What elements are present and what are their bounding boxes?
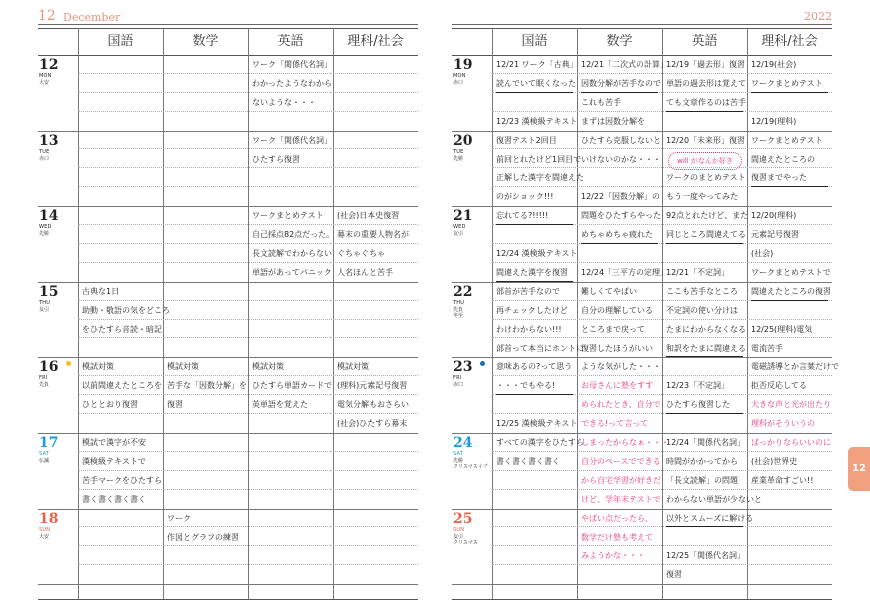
note-text: まずは因数分解を: [581, 116, 645, 126]
note-text: 以外とスムーズに解ける: [666, 509, 743, 528]
ruled-line: [78, 186, 418, 187]
note-text: ぐちゃぐちゃ: [337, 249, 385, 258]
note-text: 読んでいて眠くなった: [496, 74, 573, 93]
note-text: できる!って言って: [581, 419, 649, 429]
note-text: 復習までやった: [751, 168, 828, 187]
ruled-line: [78, 73, 418, 74]
rokuyo: 先勝: [39, 231, 50, 238]
note-text: 12/23「不定詞」: [666, 381, 730, 391]
note-text: 問題をひたすらやった: [581, 211, 661, 221]
column-header-row: [452, 28, 832, 56]
day-of-week: FRI: [453, 375, 462, 382]
note-text: 電磁誘導とか言葉だけで: [751, 362, 839, 372]
note-text: 産業革命すごい!!: [751, 475, 814, 485]
note-text: 助動・敬語の気をどころ: [82, 305, 170, 315]
column-header-4: 理科/社会: [761, 34, 818, 49]
date-number: 23: [453, 359, 473, 376]
column-header-1: 国語: [107, 34, 134, 49]
date-number: 16: [39, 359, 59, 376]
rokuyo: 先負: [453, 306, 464, 313]
ruled-line: [78, 526, 418, 527]
note-text: 12/25「関係代名詞」: [666, 551, 746, 561]
note-text: ひたすら克服しないと: [581, 135, 661, 145]
note-text: ワーク: [167, 513, 191, 523]
ruled-line: [78, 167, 418, 168]
note-text: 因数分解が苦手なので: [581, 74, 658, 93]
note-text: 間違えた漢字を復習: [496, 263, 573, 282]
day-of-week: FRI: [39, 375, 48, 382]
column-header-4: 理科/社会: [347, 34, 404, 49]
note-text: ここも苦手なところ: [666, 286, 738, 296]
note-text: 12/21 ワーク「古典」: [496, 60, 578, 69]
note-text: 古典な1日: [82, 286, 120, 296]
holiday-name: 冬至: [453, 312, 464, 319]
note-text: ・・・でもやる!: [496, 376, 573, 395]
column-header-3: 英語: [691, 34, 718, 49]
right-page: [452, 10, 839, 608]
rokuyo: 赤口: [39, 155, 50, 162]
ruled-line: [492, 564, 832, 565]
rokuyo: 赤口: [453, 80, 464, 86]
note-text: 意味あるの?って思う: [496, 362, 573, 372]
ruled-line: [78, 111, 418, 112]
note-text: 和訳をたまに間違える: [666, 339, 743, 358]
note-text: 再チェックしたけど: [496, 305, 568, 315]
note-text: められたとき、自分で: [581, 400, 661, 410]
note-text: 復習したほうがいい: [581, 343, 653, 353]
day-of-week: THU: [453, 299, 465, 306]
note-text: 12/20「未来形」復習: [666, 135, 746, 145]
day-of-week: MON: [39, 73, 52, 79]
rokuyo: 友引: [453, 231, 464, 238]
top-rule: [38, 24, 418, 25]
note-text: ひたすら復習した: [666, 395, 743, 414]
rokuyo: 先勝: [453, 155, 464, 162]
day-of-week: WED: [39, 224, 52, 231]
day-of-week: SAT: [453, 451, 463, 457]
year: 2022: [804, 10, 832, 23]
note-text: ような気がした・・・: [581, 362, 661, 372]
note-text: 復習テスト2回目: [496, 135, 557, 145]
note-text: をひたすら音読・暗記: [82, 324, 162, 334]
day-of-week: SUN: [39, 526, 51, 533]
note-text: 復習: [167, 400, 183, 410]
note-text: 漢検級テキストで: [82, 456, 146, 466]
note-text: けど、学年末テストで: [581, 494, 661, 504]
ruled-line: [492, 545, 832, 546]
date-number: 19: [453, 57, 473, 73]
rokuyo: 友引: [39, 306, 50, 313]
ruled-line: [78, 564, 418, 565]
date-number: 13: [39, 132, 59, 149]
column-header-2: 数学: [192, 34, 219, 49]
note-text: (社会)世界史: [751, 456, 798, 466]
note-text: 書く書く書く書く: [496, 456, 560, 466]
rokuyo: 仏滅: [39, 458, 50, 464]
note-text: 12/25(理科)電気: [751, 324, 813, 334]
day-of-week: TUE: [39, 148, 50, 155]
note-text: (社会)ひたすら幕末: [337, 419, 408, 429]
note-text: 前回とれたけど1回目で: [496, 154, 582, 164]
column-header-3: 英語: [277, 34, 304, 49]
ruled-line: [492, 526, 832, 527]
holiday-name: クリスマス: [453, 539, 478, 546]
date-number: 14: [39, 208, 59, 225]
note-text: (社会): [751, 249, 774, 258]
note-text: 数学だけ塾も考えて: [581, 532, 653, 542]
note-text: (理科)元素記号復習: [337, 381, 408, 391]
note-text: ワークまとめテスト: [751, 135, 823, 145]
note-text: 苦手な「因数分解」を: [167, 381, 247, 391]
note-text: ワーク「関係代名詞」: [252, 135, 332, 145]
ruled-line: [78, 545, 418, 546]
note-text: 12/24「三平方の定理」: [581, 267, 669, 277]
note-text: わけわからない!!!: [496, 324, 562, 334]
note-text: 自己採点82点だった。: [252, 230, 335, 240]
bubble-note: will がなんか好き: [668, 152, 742, 170]
ruled-line: [78, 92, 418, 93]
note-text: 以前間違えたところを: [82, 381, 162, 391]
note-text: 12/19(理科): [751, 116, 797, 126]
rokuyo: 先負: [39, 382, 50, 389]
note-text: 92点とれたけど、また: [666, 211, 749, 221]
note-text: ワークのまとめテスト: [666, 173, 746, 183]
note-text: 間違えたところの復習: [751, 282, 828, 301]
rokuyo: 大安: [39, 80, 50, 86]
note-text: 12/19「過去形」復習: [666, 60, 746, 69]
note-text: お母さんに塾をすす: [581, 381, 654, 391]
day-of-week: SAT: [39, 451, 49, 457]
note-text: 12/21「二次式の計算」: [581, 60, 669, 69]
holiday-name: クリスマスイブ: [453, 464, 488, 470]
note-text: 単語の過去形は覚えて: [666, 78, 746, 88]
note-text: ワーク「関係代名詞」: [252, 60, 332, 69]
note-text: わかったようなわから: [252, 78, 332, 88]
note-text: 12/24「関係代名詞」: [666, 438, 746, 447]
note-text: 単語があってパニック: [252, 267, 332, 277]
note-text: 自分の理解している: [581, 305, 653, 315]
note-text: ワークまとめテスト: [252, 211, 324, 221]
note-text: ところまで戻って: [581, 324, 645, 334]
rokuyo: 赤口: [453, 382, 464, 389]
note-text: 英単語を覚えた: [252, 400, 308, 410]
note-text: すべての漢字をひたすら: [496, 438, 584, 447]
month-name: December: [63, 11, 121, 24]
right-grid: [452, 28, 839, 600]
date-number: 20: [453, 132, 473, 149]
top-rule: [452, 24, 832, 25]
left-grid: [38, 28, 418, 600]
notes-footer: [452, 577, 832, 600]
column-header-1: 国語: [521, 34, 548, 49]
note-text: 模試対策: [337, 362, 369, 372]
rokuyo: 先勝: [453, 458, 464, 464]
note-text: ワークまとめテストで: [751, 267, 831, 277]
date-number: 12: [39, 57, 59, 73]
day-of-week: WED: [453, 224, 466, 231]
day-of-week: THU: [39, 299, 51, 306]
note-text: ひととおり復習: [82, 400, 138, 410]
note-text: 部首って本当にホントに: [496, 343, 584, 353]
day-block: [38, 131, 418, 208]
note-text: ワークまとめテスト: [751, 74, 828, 93]
note-text: 12/23 漢検級テキスト: [496, 116, 578, 126]
note-text: 幕末の重要人物名が: [337, 230, 409, 240]
column-header-2: 数学: [606, 34, 633, 49]
note-text: 長文読解でわからない: [252, 249, 332, 258]
note-text: 模試で漢字が不安: [82, 438, 146, 447]
month-number: 12: [38, 8, 56, 24]
day-of-week: MON: [453, 73, 466, 79]
date-number: 25: [453, 510, 473, 527]
note-text: いけないのかな・・・: [581, 154, 661, 164]
note-text: 忘れてる?!!!!!: [496, 206, 573, 225]
date-number: 21: [453, 208, 473, 225]
date-number: 15: [39, 283, 59, 300]
date-number: 17: [39, 435, 59, 451]
note-text: 作図とグラフの練習: [167, 532, 239, 542]
note-text: みようかな・・・: [581, 551, 645, 561]
note-text: 12/21「不定詞」: [666, 267, 730, 277]
note-text: 苦手マークをひたすら: [82, 475, 162, 485]
note-text: 時間がかかってから: [666, 456, 738, 466]
day-of-week: TUE: [453, 148, 464, 155]
note-text: 元素記号復習: [751, 230, 799, 240]
note-text: もう一度やってみた: [666, 192, 738, 202]
note-text: 書く書く書く書く: [82, 494, 146, 504]
ruled-line: [78, 148, 418, 149]
column-header-row: [38, 28, 418, 56]
note-text: 人名ほんと苦手: [337, 267, 393, 277]
note-text: たまにわからなくなる: [666, 324, 746, 334]
note-text: 不定詞の使い分けは: [666, 305, 738, 315]
note-text: 12/24 漢検級テキスト: [496, 249, 578, 258]
note-text: 12/25 漢検級テキスト: [496, 419, 578, 429]
note-text: 同じところ間違えてる: [666, 225, 743, 244]
note-text: 復習: [666, 570, 682, 580]
left-page: [38, 10, 418, 608]
note-text: しまったからなぁ・・・: [581, 438, 669, 447]
day-block: [38, 55, 418, 132]
note-text: ても文章作るのは苦手: [666, 93, 743, 112]
note-text: 模試対策: [167, 362, 199, 372]
note-text: 大きな声と光が出たり: [751, 400, 831, 410]
note-text: 電気分解もおさらい: [337, 400, 409, 410]
month-tab[interactable]: 12: [848, 447, 870, 491]
note-text: ひたすら復習: [252, 154, 300, 164]
note-text: これも苦手: [581, 97, 621, 107]
note-text: 模試対策: [82, 362, 114, 372]
note-text: のがショック!!!: [496, 192, 554, 202]
note-text: 難しくてやばい: [581, 286, 637, 296]
note-text: 模試対策: [252, 362, 284, 372]
note-text: 電流苦手: [751, 343, 783, 353]
note-text: やばい点だったら、: [581, 513, 653, 523]
rokuyo: 友引: [453, 533, 464, 540]
note-text: 自分のペースでできる: [581, 456, 661, 466]
note-text: 12/22「因数分解」の: [581, 192, 661, 202]
note-text: わからない単語が少ないと: [666, 494, 762, 504]
ruled-line: [78, 337, 418, 338]
rokuyo: 大安: [39, 533, 50, 540]
notes-footer: [38, 577, 418, 600]
note-text: から自宅学習が好きだ: [581, 475, 661, 485]
note-text: 正解した漢字を間違えた: [496, 173, 584, 183]
note-text: ないような・・・: [252, 97, 316, 107]
note-text: めちゃめちゃ疲れた: [581, 225, 658, 244]
date-number: 24: [453, 435, 473, 451]
note-text: 12/19(社会): [751, 60, 797, 69]
date-number: 18: [39, 510, 59, 527]
day-of-week: SUN: [453, 526, 465, 533]
note-text: ばっかりならいいのに: [751, 438, 831, 447]
note-text: 部首が苦手なので: [496, 286, 560, 296]
note-text: 「長文読解」の問題: [666, 475, 738, 485]
date-number: 22: [453, 283, 473, 300]
note-text: (社会)日本史復習: [337, 211, 400, 221]
note-text: 拒否反応してる: [751, 381, 807, 391]
note-text: ひたすら単語カードで: [252, 381, 332, 391]
note-text: 12/20(理科): [751, 211, 797, 221]
note-text: 間違えたところの: [751, 154, 815, 164]
note-text: 理科がそういうの: [751, 419, 815, 429]
